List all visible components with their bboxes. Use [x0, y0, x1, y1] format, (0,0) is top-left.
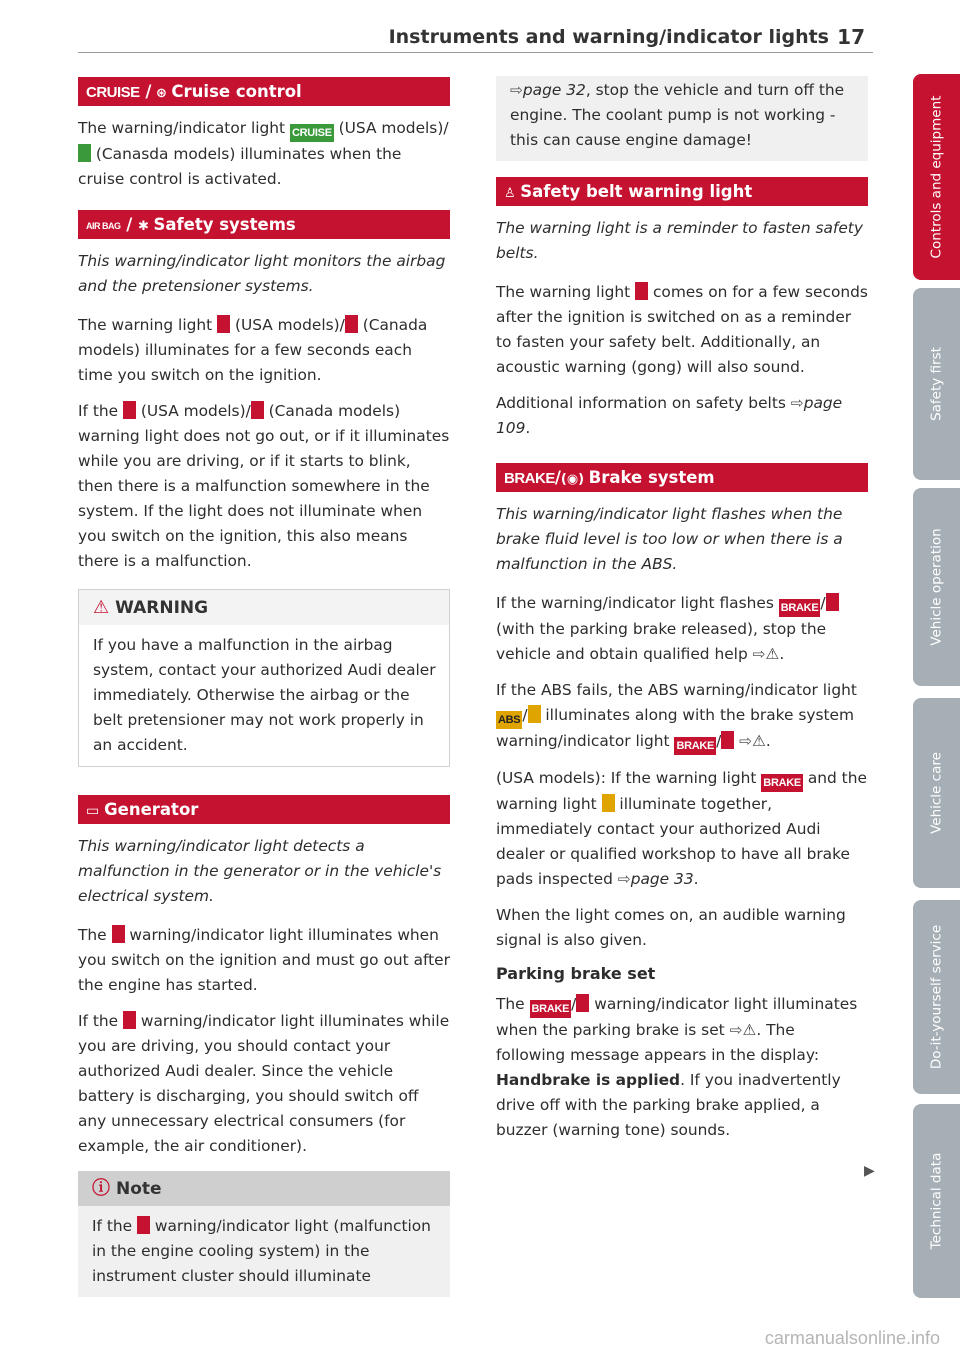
airbag-usa-icon — [123, 401, 136, 419]
belt-paragraph-2: Additional information on safety belts ⇨page 109. — [496, 394, 843, 437]
header-title: Instruments and warning/indicator lights — [388, 26, 829, 48]
brake-title: Brake system — [588, 468, 715, 487]
generator-paragraph-2: If the warning/indicator light illuminates while you are driving, you should contact your authorized Audi dealer. Since the vehicle battery is discharging, you should switch off any unnecessary electrical consumers (for example, the air conditioner). — [78, 1012, 450, 1155]
arrow-icon: ⇨ — [790, 394, 804, 412]
cruise-code: CRUISE — [86, 84, 140, 101]
note-box — [78, 1171, 450, 1297]
brake-canada-icon — [576, 994, 589, 1012]
generator-title: Generator — [104, 800, 199, 819]
note-icon: ⓘ — [92, 1178, 110, 1199]
safety-intro: This warning/indicator light monitors the airbag and the pretensioner systems. — [78, 252, 446, 295]
warning-box — [78, 589, 450, 767]
right-column — [496, 76, 868, 1154]
belt-title: Safety belt warning light — [520, 182, 753, 201]
brake-paragraph-5: The BRAKE / warning/indicator light illuminates when the parking brake is set ⇨⚠. The following message appears in the display: Handbrake is applied. If you inadvertently drive off with the parking brake applied, a buzzer (warning tone) sounds. — [496, 995, 858, 1139]
battery-icon: ▭ — [86, 803, 105, 819]
arrow-icon: ⇨ — [752, 645, 766, 663]
arrow-icon: ⇨ — [510, 81, 523, 99]
title-separator: / — [554, 468, 561, 487]
airbag-code: AIR BAG — [86, 221, 121, 231]
safety-paragraph-1: The warning light (USA models)/ (Canada models) illuminates for a few seconds each time you switch on the ignition. — [78, 316, 428, 384]
tab-do-it-yourself-service[interactable]: Do-it-yourself service — [913, 900, 960, 1094]
brake-paragraph-3: (USA models): If the warning light BRAKE and the warning light illuminate together, immediately contact your authorized Audi dealer or qualified workshop to have all brake pads inspected ⇨page 33. — [496, 769, 867, 888]
warning-triangle-icon: ⚠ — [742, 1021, 757, 1039]
tab-vehicle-operation[interactable]: Vehicle operation — [913, 488, 960, 686]
arrow-icon: ⇨ — [734, 732, 753, 750]
warning-header — [79, 590, 449, 625]
seatbelt-indicator-icon — [635, 282, 648, 300]
brake-pad-icon — [602, 794, 615, 812]
brake-paragraph-1: If the warning/indicator light flashes BRAKE / (with the parking brake released), stop the vehicle and obtain qualified help ⇨⚠. — [496, 591, 868, 667]
airbag-usa-icon — [217, 315, 230, 333]
continue-arrow-icon: ▶ — [864, 1163, 875, 1179]
title-separator: / — [139, 82, 152, 101]
brake-indicator-chip: BRAKE — [530, 1000, 572, 1018]
cruise-control-icon: ⊛ — [151, 86, 172, 101]
warning-triangle-icon: ⚠ — [765, 645, 780, 663]
note-continued — [496, 76, 868, 161]
brake-circle-icon: (◉) — [560, 472, 589, 487]
abs-indicator-chip: ABS — [496, 711, 522, 729]
brake-paragraph-2: If the ABS fails, the ABS warning/indicator light ABS / illuminates along with the brake system warning/indicator light BRAKE / ⇨⚠. — [496, 678, 868, 755]
generator-paragraph-1: The warning/indicator light illuminates when you switch on the ignition and must go out after the engine has started. — [78, 926, 450, 994]
brake-indicator-chip: BRAKE — [674, 737, 716, 755]
cruise-title: Cruise control — [171, 82, 302, 101]
warning-label: WARNING — [115, 598, 209, 618]
arrow-icon: ⇨ — [729, 1021, 743, 1039]
section-heading-belt — [496, 177, 868, 206]
generator-intro: This warning/indicator light detects a malfunction in the generator or in the vehicle's electrical system. — [78, 837, 442, 905]
note-label: Note — [116, 1179, 162, 1199]
title-separator: / — [120, 215, 139, 234]
tab-safety-first[interactable]: Safety first — [913, 288, 960, 480]
section-heading-generator — [78, 795, 450, 824]
tab-vehicle-care[interactable]: Vehicle care — [913, 698, 960, 888]
cruise-canada-icon — [78, 144, 91, 162]
page-number: 17 — [837, 25, 865, 49]
safety-paragraph-2: If the (USA models)/ (Canada models) warning light does not go out, or if it illuminates while you are driving, or if it starts to blink, then there is a malfunction somewhere in the system. If the light does not illuminate when you switch on the ignition, this also means there is a malfunction. — [78, 402, 450, 570]
safety-title: Safety systems — [153, 215, 296, 234]
section-heading-brake — [496, 463, 868, 492]
generator-indicator-icon — [112, 925, 125, 943]
belt-intro: The warning light is a reminder to fasten safety belts. — [496, 219, 863, 262]
arrow-icon: ⇨ — [617, 870, 631, 888]
left-column — [78, 77, 450, 1313]
page-link[interactable]: page 109 — [496, 394, 843, 437]
page-link[interactable]: page 33 — [630, 870, 694, 888]
parking-brake-subheading: Parking brake set — [496, 964, 656, 983]
airbag-canada-icon — [251, 401, 264, 419]
coolant-indicator-icon — [137, 1216, 150, 1234]
note-text: If the warning/indicator light (malfunction in the engine cooling system) in the instrument cluster should illuminate — [92, 1217, 431, 1285]
seatbelt-icon: ♙ — [504, 186, 521, 201]
watermark: carmanualsonline.info — [764, 1328, 940, 1348]
brake-canada-icon — [826, 593, 839, 611]
brake-code: BRAKE — [504, 470, 555, 487]
note-header — [78, 1171, 450, 1206]
generator-indicator-icon — [123, 1011, 136, 1029]
airbag-icon: ✱ — [138, 219, 154, 234]
warning-triangle-icon: ⚠ — [93, 597, 110, 618]
page-link[interactable]: page 32 — [522, 81, 586, 99]
brake-intro: This warning/indicator light flashes when the brake fluid level is too low or when there is a malfunction in the ABS. — [496, 505, 843, 573]
page-header — [78, 26, 873, 53]
section-heading-cruise — [78, 77, 450, 106]
airbag-canada-icon — [345, 315, 358, 333]
abs-canada-icon — [528, 705, 541, 723]
cruise-paragraph: The warning/indicator light CRUISE (USA models)/ (Canasda models) illuminates when the cruise control is activated. — [78, 119, 449, 188]
tab-technical-data[interactable]: Technical data — [913, 1104, 960, 1298]
tab-controls-and-equipment[interactable]: Controls and equipment — [913, 74, 960, 280]
warning-text: If you have a malfunction in the airbag system, contact your authorized Audi dealer immediately. Otherwise the airbag or the belt pretensioner may not work properly in an accident. — [93, 636, 436, 754]
belt-paragraph-1: The warning light comes on for a few seconds after the ignition is switched on as a reminder to fasten your safety belt. Additionally, an acoustic warning (gong) will also sound. — [496, 283, 868, 376]
brake-canada-icon — [721, 731, 734, 749]
brake-indicator-chip: BRAKE — [779, 599, 821, 617]
brake-paragraph-4: When the light comes on, an audible warning signal is also given. — [496, 906, 846, 949]
warning-triangle-icon: ⚠ — [752, 732, 766, 750]
section-heading-safety — [78, 210, 450, 239]
note-continued-text: ⇨page 32, stop the vehicle and turn off the engine. The coolant pump is not working - this can cause engine damage! — [510, 81, 845, 149]
display-message: Handbrake is applied — [496, 1071, 681, 1089]
cruise-indicator-chip: CRUISE — [290, 124, 334, 142]
brake-indicator-chip: BRAKE — [761, 774, 803, 792]
